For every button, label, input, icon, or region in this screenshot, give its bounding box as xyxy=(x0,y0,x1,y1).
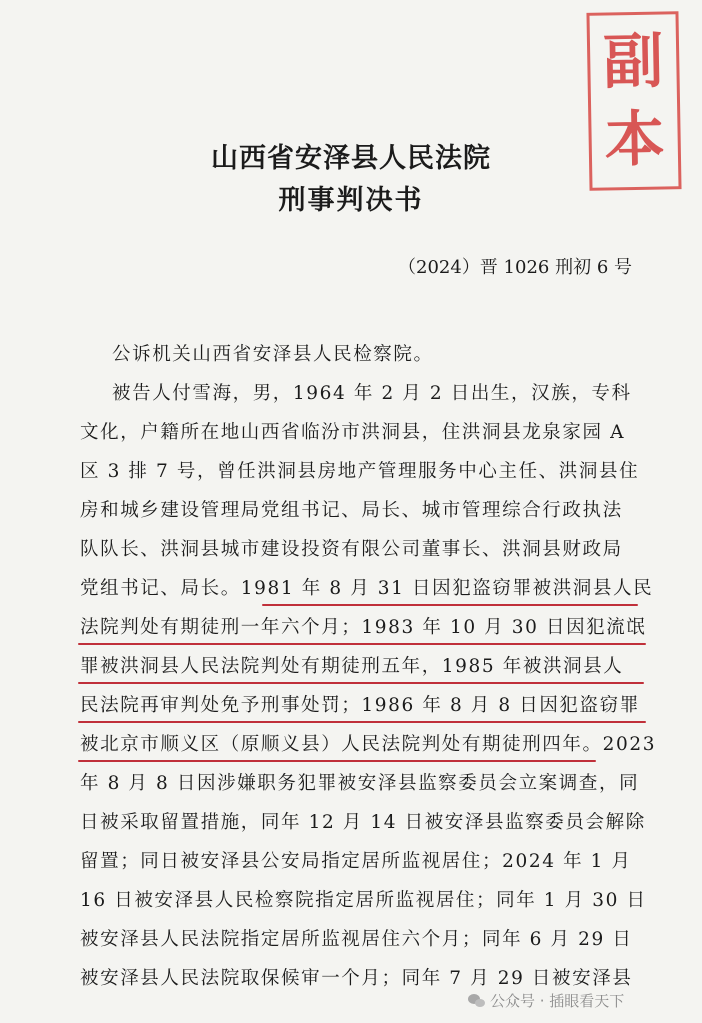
stamp-char-1: 副 xyxy=(602,26,664,98)
body-line-12: 年 8 月 8 日因涉嫌职务犯罪被安泽县监察委员会立案调查，同 xyxy=(80,773,640,794)
body-line-6: 队队长、洪洞县城市建设投资有限公司董事长、洪洞县财政局 xyxy=(80,539,623,560)
body-line-3: 文化，户籍所在地山西省临汾市洪洞县，住洪洞县龙泉家园 A xyxy=(80,422,626,443)
body-line-2: 被告人付雪海，男，1964 年 2 月 2 日出生，汉族，专科 xyxy=(112,383,632,404)
body-line-14: 留置；同日被安泽县公安局指定居所监视居住；2024 年 1 月 xyxy=(80,851,632,872)
body-line-9: 罪被洪洞县人民法院判处有期徒刑五年，1985 年被洪洞县人 xyxy=(80,656,624,677)
body-line-11: 被北京市顺义区（原顺义县）人民法院判处有期徒刑四年。2023 xyxy=(80,734,657,755)
body-line-10: 民法院再审判处免予刑事处罚；1986 年 8 月 8 日因犯盗窃罪 xyxy=(80,695,640,716)
watermark-text: 公众号 · 插眼看天下 xyxy=(490,992,625,1010)
wechat-icon xyxy=(468,994,486,1008)
body-line-8: 法院判处有期徒刑一年六个月；1983 年 10 月 30 日因犯流氓 xyxy=(80,617,647,638)
document-type: 刑事判决书 xyxy=(278,185,424,216)
case-number: （2024）晋 1026 刑初 6 号 xyxy=(398,257,632,278)
body-line-4: 区 3 排 7 号，曾任洪洞县房地产管理服务中心主任、洪洞县住 xyxy=(80,461,640,482)
red-underline-4 xyxy=(78,721,646,723)
red-underline-2 xyxy=(78,643,646,645)
red-underline-3 xyxy=(78,682,644,684)
stamp-char-2: 本 xyxy=(604,104,666,176)
body-line-1: 公诉机关山西省安泽县人民检察院。 xyxy=(112,344,434,365)
body-line-13: 日被采取留置措施，同年 12 月 14 日被安泽县监察委员会解除 xyxy=(80,812,646,833)
body-line-15: 16 日被安泽县人民检察院指定居所监视居住；同年 1 月 30 日 xyxy=(80,890,647,911)
red-underline-1 xyxy=(262,604,638,606)
body-line-5: 房和城乡建设管理局党组书记、局长、城市管理综合行政执法 xyxy=(80,500,623,521)
body-line-7: 党组书记、局长。1981 年 8 月 31 日因犯盗窃罪被洪洞县人民 xyxy=(80,578,654,599)
body-line-16: 被安泽县人民法院指定居所监视居住六个月；同年 6 月 29 日 xyxy=(80,929,633,950)
body-line-17: 被安泽县人民法院取保候审一个月；同年 7 月 29 日被安泽县 xyxy=(80,968,633,989)
court-name: 山西省安泽县人民法院 xyxy=(211,143,491,174)
watermark xyxy=(468,990,624,1011)
red-underline-5 xyxy=(78,760,596,762)
